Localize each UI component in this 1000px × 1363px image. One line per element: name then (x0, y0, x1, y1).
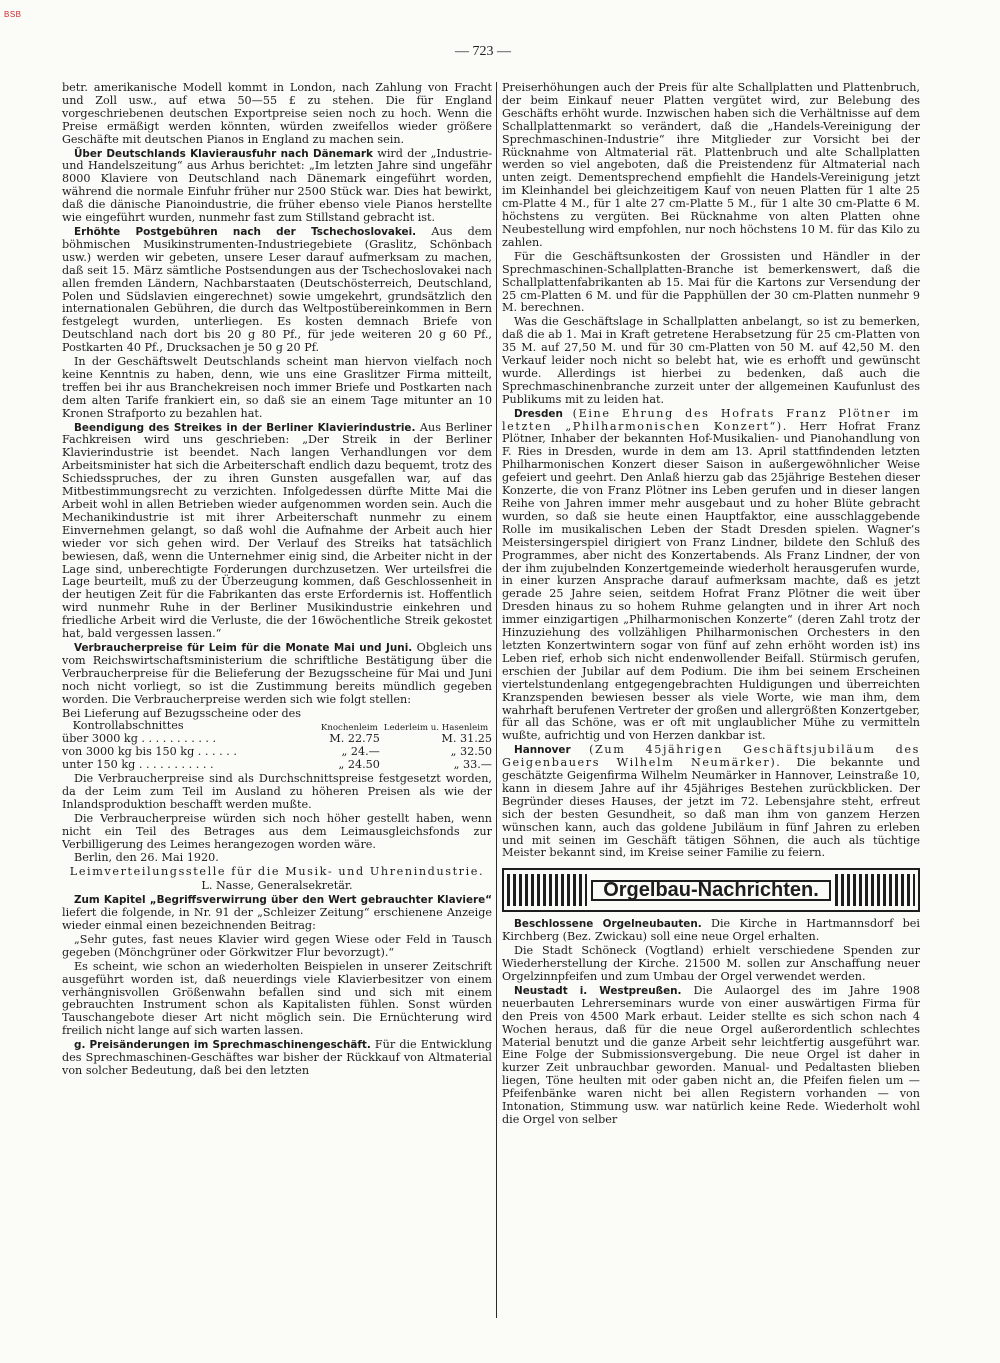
banner-ornament (507, 874, 587, 906)
article-postgebuehren (62, 226, 492, 355)
cell-value: „ 33.— (453, 758, 492, 772)
library-mark: BSB (4, 10, 22, 19)
headline: Dresden (514, 407, 563, 420)
article-dresden (502, 408, 920, 744)
headline: Neustadt i. Westpreußen. (514, 984, 682, 997)
cell-value: M. 31.25 (441, 732, 492, 746)
paragraph: In der Geschäftswelt Deutschlands scheint man hiervon vielfach noch keine Kenntnis zu haben, denn, wie uns eine Graslitzer Firma mitteilt, treffen bei ihr aus Branchekreisen noch immer Briefe und Postkarten nach dem alten Tarife frankiert ein, so daß sie an einem Tage mitunter an 10 Kronen Strafporto zu bezahlen hat. (62, 355, 492, 420)
headline: Über Deutschlands Klavierausfuhr nach Dänemark (74, 147, 373, 160)
table-intro: Bei Lieferung auf Bezugsscheine oder des Kontrollabschnittes (62, 706, 301, 733)
paragraph: Was die Geschäftslage in Schallplatten anbelangt, so ist zu bemerken, daß die ab 1. Mai in Kraft getretene Herabsetzung für 25 cm-Platten von 35 M. auf 27,50 M. und für 30 cm-Platten von 50 M. auf 42,50 M. den Verkauf leider noch nicht so belebt hat, wie es erhofft und gewünscht wurde. Allerdings ist hierbei zu bedenken, daß auch die Sprechmaschinenbranche zurzeit unter der allgemeinen Kaufunlust des Publikums mit zu leiden hat. (502, 315, 920, 406)
article-streik (62, 422, 492, 641)
headline: Beendigung des Streikes in der Berliner Klavierindustrie. (74, 421, 416, 434)
article-leimpreise (62, 642, 492, 707)
article-text: Die Kirche in Hartmannsdorf bei Kirchberg (Bez. Zwickau) soll eine neue Orgel erhalten. (502, 917, 920, 944)
signature-name: L. Nasse, Generalsekretär. (201, 879, 353, 893)
right-column (502, 82, 920, 1128)
article-sprechmaschinen (62, 1039, 492, 1078)
column-rule (496, 82, 497, 1318)
article-text: liefert die folgende, in Nr. 91 der „Schleizer Zeitung“ erschienene Anzeige wieder einmal einen bezeichnenden Beitrag: (62, 906, 492, 932)
article-hannover (502, 744, 920, 860)
paragraph: Preiserhöhungen auch der Preis für alte Schallplatten und Plattenbruch, der beim Einkauf neuer Platten vergütet wird, zur Belebung des Geschäfts erhöht wurde. Inzwischen haben sich die Verhältnisse auf dem Schallplattenmarkt so verändert, daß die „Handels-Vereinigung der Sprechmaschinen-Industrie“ ihre Mitglieder zur Vorsicht bei der Rücknahme von Altmaterial rät. Plattenbruch und alte Schallplatten werden so viel angeboten, daß die Preistendenz für Altmaterial nach unten zeigt. Dementsprechend empfiehlt die Handels-Vereinigung jetzt im Kleinhandel bei gleichzeitigem Kauf von neuen Platten für 1 alte 25 cm-Platte 4 M., für 1 alte 27 cm-Platte 5 M., für 1 alte 30 cm-Platte 6 M. höchstens zu vergüten. Bei Rücknahme von alten Platten ohne Neubestellung wird empfohlen, nur noch höchstens 10 M. für das Kilo zu zahlen. (502, 81, 920, 249)
cell-value: „ 32.50 (450, 745, 492, 759)
article-text: Aus Berliner Fachkreisen wird uns geschrieben: „Der Streik in der Berliner Klavierindustrie ist beendet. Nach langen Verhandlungen vor dem Arbeitsminister hat sich die Arbeiterschaft endlich dazu bequemt, trotz des Schiedsspruches, der zu ihren Gunsten ausgefallen war, auf das Mitbestimmungsrecht zu verzichten. Infolgedessen dürfte Mitte Mai die Arbeit wohl in allen Betrieben wieder aufgenommen worden sein. Auch die Mechanikindustrie ist mit ihrer Arbeiterschaft nunmehr zu einem Einvernehmen gelangt, so daß wohl die Aufnahme der Arbeit auch hier wieder vor sich gehen wird. Der Verlauf des Streiks hat tatsächlich bewiesen, daß, wenn die Unternehmer einig sind, die Arbeiter nicht in der Lage sind, unberechtigte Forderungen durchzusetzen. Wer urteilsfrei die Lage beurteilt, muß zu der Überzeugung kommen, daß Geschlossenheit in der heutigen Zeit für die Fabrikanten das erste Erfordernis ist. Hoffentlich wird nunmehr Ruhe in der Berliner Musikindustrie einkehren und friedliche Arbeit wird die Verluste, die der 16wöchentliche Streik gekostet hat, bald vergessen lassen.“ (62, 420, 492, 641)
headline: g. Preisänderungen im Sprechmaschinengeschäft. (74, 1039, 371, 1052)
cell-value: M. 22.75 (329, 732, 380, 746)
section-title: Orgelbau-Nachrichten. (591, 880, 831, 901)
paragraph: Die Verbraucherpreise würden sich noch höher gestellt haben, wenn nicht ein Teil des Betrages aus dem Leimausgleichsfonds zur Verbilligerung des Leimes herangezogen worden wäre. (62, 811, 492, 851)
signature-date: Berlin, den 26. Mai 1920. (74, 851, 219, 865)
article-text: Herr Hofrat Franz Plötner, Inhaber der bekannten Hof-Musikalien- und Pianohandlung von F. Ries in Dresden, wurde in dem am 13. April stattfindenden letzten Philharmonischen Konzert dieser Saison in außergewöhnlicher Weise gefeiert und geehrt. Den Anlaß hierzu gab das 25jährige Bestehen dieser Konzerte, die von Franz Plötner ins Leben gerufen und in dieser langen Reihe von Jahren immer mehr ausgebaut und zu hoher Blüte gebracht wurden, so daß sie heute einen Hauptfaktor, eine ausschlaggebende Rolle im musikalischen Leben der Stadt Dresden spielen. Wagner’s Meistersingerspiel dirigiert von Franz Lindner, bildete den Schluß des Programmes, aber nicht des Konzertabends. Als Franz Lindner, der von der ihm zujubelnden Konzertgemeinde wiederholt herausgerufen wurde, in einer kurzen Ansprache darauf aufmerksam machte, daß es jetzt gerade 25 Jahre seien, seitdem Hofrat Franz Plötner die weit über Dresden hinaus zu so hohem Ruhme gelangten und in ihrer Art noch immer einzigartigen „Philharmonischen Konzerte“ (deren Zahl trotz der Hinzuziehung des vollzähligen Philharmonischen Orchesters in den letzten Konzertwintern sogar von fünf auf zehn erhöht worden ist) ins Leben rief, erhob sich nicht endenwollender Beifall. Stürmisch gerufen, erschien der Jubilar auf dem Podium. Die ihm bei seinem Erscheinen viertelstundenlang entgegengebrachten Huldigungen und überreichten Kranzspenden bewiesen besser als viele Worte, wie man ihm, dem wahrhaft berufenen Vertreter der großen und allergrößten Konzertgeber, für all das Schöne, was er oft mit unglaublicher Mühe zu vermitteln wußte, aufrichtig und von Herzen dankbar ist. (502, 419, 920, 743)
article-text: Die Aulaorgel des im Jahre 1908 neuerbauten Lehrerseminars wurde von einer auswärtigen Firma für den Preis von 4500 Mark erbaut. Leider stellte es sich schon nach 4 Wochen heraus, daß für die neue Orgel außerordentlich schlechtes Material benutzt und die ganze Arbeit sehr leichtfertig ausgeführt war. Eine Folge der Submissionsvergebung. Die neue Orgel ist daher in kurzer Zeit unbrauchbar geworden. Manual- und Pedaltasten blieben liegen, Töne heulten mit oder gaben nicht an, die Pfeifen fielen um — Pfeifenbänke waren nicht bei allen Registern vorhanden — von Intonation, Stimmung usw. war natürlich keine Rede. Wiederholt wohl die Orgel von selber (502, 983, 920, 1126)
paragraph: Es scheint, wie schon an wiederholten Beispielen in unserer Zeitschrift ausgeführt worden ist, daß neuerdings viele Klavierbesitzer von einem verhängnisvollen Größenwahn befallen sind und sich mit einem gebrauchten Instrument schon als Kapitalisten fühlen. Sonst würden Tauschangebote dieser Art nicht möglich sein. Die Ernüchterung wird freilich nicht lange auf sich warten lassen. (62, 959, 492, 1038)
table-row (62, 759, 492, 772)
column-header: Lederleim u. Hasenleim (383, 723, 489, 734)
quoted-ad: „Sehr gutes, fast neues Klavier wird gegen Wiese oder Feld in Tausch gegeben (Mönchgrüner oder Görkwitzer Flur bevorzugt).“ (62, 932, 492, 959)
headline-note: (Eine Ehrung des Hofrats Franz Plötner im letzten „Philharmonischen Konzert“). (502, 406, 920, 433)
article-text: Die bekannte und geschätzte Geigenfirma Wilhelm Neumärker in Hannover, Leinstraße 10, kann in diesem Jahre auf ihr 45jähriges Bestehen zurückblicken. Der Begründer dieses Hauses, der jetzt im 72. Lebensjahre steht, erfreut sich der besten Gesundheit, so daß man ihm von ganzem Herzen wünschen kann, auch das goldene Jubiläum in fünf Jahren zu erleben und mit seinen im Geschäft tätigen Söhnen, die auch als tüchtige Meister bekannt sind, im Kreise seiner Familie zu feiern. (502, 756, 920, 860)
paragraph: betr. amerikanische Modell kommt in London, nach Zahlung von Fracht und Zoll usw., auf etwa 50—55 £ zu stehen. Die für England vorgeschriebenen deutschen Exportpreise seien noch zu hoch. Wenn die Preise ermäßigt werden könnten, würden zweifellos wieder größere Geschäfte mit deutschen Pianos in England zu machen sein. (62, 81, 492, 146)
headline: Zum Kapitel „Begriffsverwirrung über den Wert gebrauchter Klaviere“ (74, 894, 492, 907)
article-orgelneubauten (502, 918, 920, 944)
cell-value: „ 24.50 (338, 758, 380, 772)
page-number: — 723 — (455, 44, 511, 59)
article-text: Obgleich uns vom Reichswirtschaftsministerium die schriftliche Bestätigung über die Verbraucherpreise für die Belieferung der Bezugsscheine für Mai und Juni noch nicht vorliegt, so ist die Zustimmung bereits mündlich gegeben worden. Die Verbraucherpreise werden sich wie folgt stellen: (62, 640, 492, 706)
left-column (62, 82, 492, 1079)
article-klaviere (62, 894, 492, 933)
paragraph: Die Stadt Schöneck (Vogtland) erhielt verschiedene Spenden zur Wiederherstellung der Kirche. 21500 M. sollen zur Anschaffung neuer Orgelzinnpfeifen und zum Umbau der Orgel verwendet werden. (502, 944, 920, 983)
signature-org: Leimverteilungsstelle für die Musik- und Uhrenindustrie. (69, 865, 485, 879)
headline-note: (Zum 45jährigen Geschäftsjubiläum des Geigenbauers Wilhelm Neumärker). (502, 743, 920, 770)
section-banner (502, 868, 920, 912)
headline: Erhöhte Postgebühren nach der Tschechoslovakei. (74, 225, 417, 238)
paragraph: Die Verbraucherpreise sind als Durchschnittspreise festgesetzt worden, da der Leim zum Teil im Ausland zu höheren Preisen als wie der Inlandsproduktion beschafft werden mußte. (62, 772, 492, 811)
headline: Hannover (514, 744, 571, 757)
column-header: Knochenleim (320, 723, 378, 734)
article-text: Aus dem böhmischen Musikinstrumenten-Industriegebiete (Graslitz, Schönbach usw.) werden wir gebeten, unsere Leser darauf aufmerksam zu machen, daß seit 15. März sämtliche Postsendungen aus der Tschechoslovakei nach allen fremden Ländern, Nachbarstaaten (Deutschösterreich, Deutschland, Polen und Südslavien eingerechnet) sowie umgekehrt, grundsätzlich den internationalen Gebühren, die durch das Weltpostübereinkommen in Bern festgelegt wurden, unterliegen. Es kosten demnach Briefe von Deutschland nach dort bis 20 g 80 Pf., für jede weiteren 20 g 60 Pf., Postkarten 40 Pf., Drucksachen je 50 g 20 Pf. (62, 224, 492, 355)
row-label: von 3000 kg bis 150 kg . . . . . . (62, 745, 237, 759)
banner-ornament (835, 874, 915, 906)
glue-price-table (62, 708, 492, 773)
article-amerika-daenemark (62, 148, 492, 225)
row-label: über 3000 kg . . . . . . . . . . . (62, 732, 217, 746)
headline: Verbraucherpreise für Leim für die Monate Mai und Juni. (74, 641, 413, 654)
row-label: unter 150 kg . . . . . . . . . . . (62, 758, 214, 772)
paragraph: Für die Geschäftsunkosten der Grossisten und Händler in der Sprechmaschinen-Schallplatten-Branche ist bemerkenswert, daß die Schallplattenfabrikanten ab 15. Mai für die Kartons zur Versendung der 25 cm-Platten 6 M. und für die Papphüllen der 30 cm-Platten nunmehr 9 M. berechnen. (502, 249, 920, 315)
cell-value: „ 24.— (341, 745, 380, 759)
article-text: Für die Entwicklung des Sprechmaschinen-Geschäftes war bisher der Rückkauf von Altmaterial von solcher Bedeutung, daß bei den letzten (62, 1038, 492, 1077)
headline: Beschlossene Orgelneubauten. (514, 918, 702, 931)
article-neustadt (502, 985, 920, 1127)
article-text: wird der „Industrie- und Handelszeitung“ aus Arhus berichtet: „Im letzten Jahre sind ungefähr 8000 Klaviere von Deutschland nach Dänemark eingeführt worden, während die normale Einfuhr früher nur 2500 Stück war. Dies hat bewirkt, daß die dänische Pianoindustrie, die früher ebenso viele Pianos herstellte wie eingeführt wurden, nunmehr fast zum Stillstand gebracht ist. (62, 146, 492, 225)
